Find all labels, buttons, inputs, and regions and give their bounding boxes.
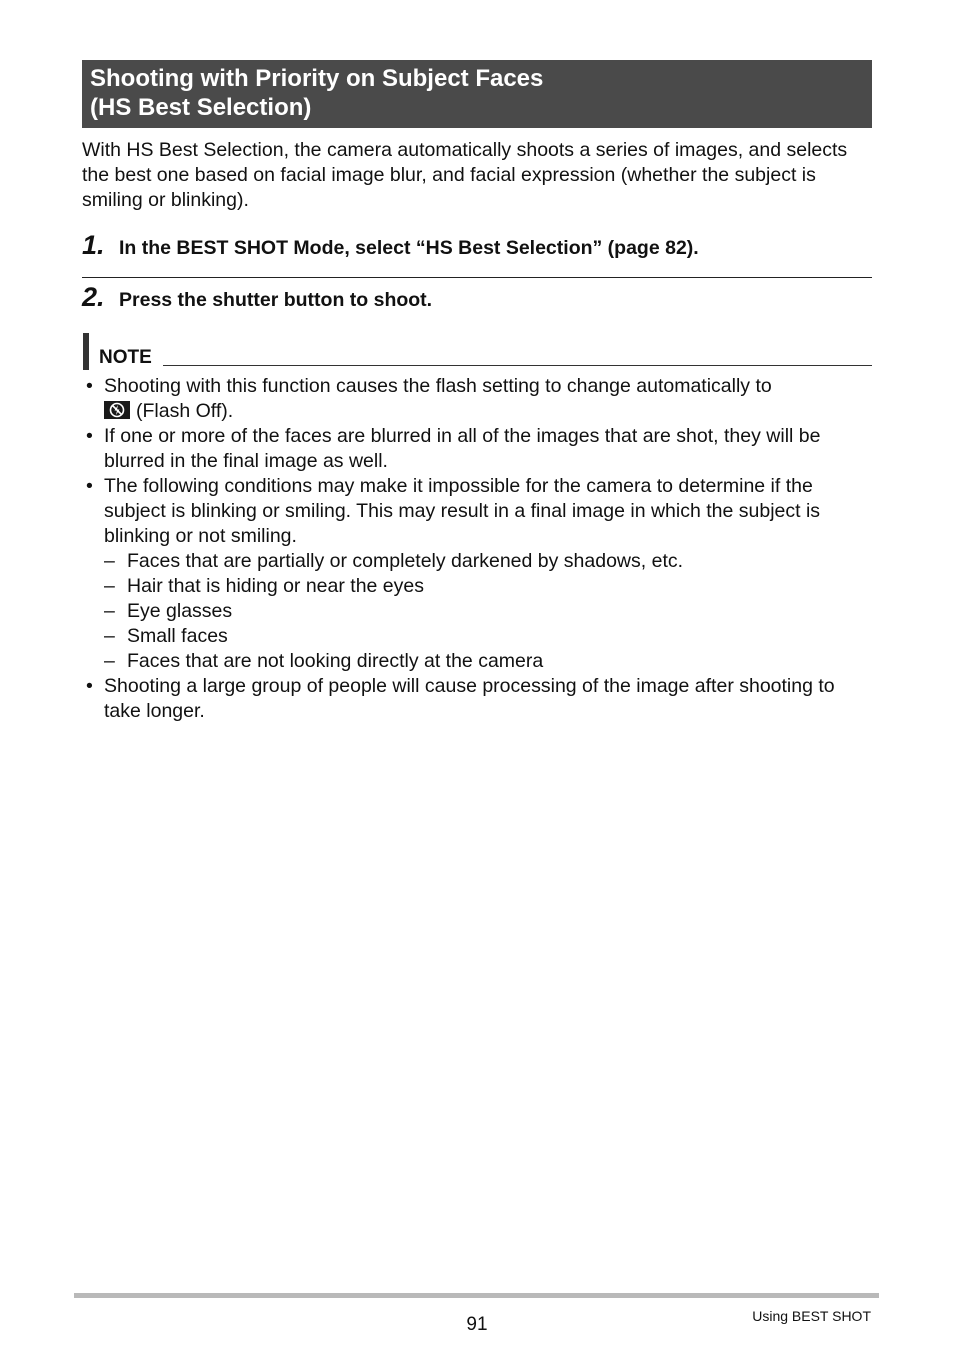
- step-1: [82, 230, 872, 261]
- step-2: [82, 282, 872, 313]
- note-item-4: [82, 674, 872, 724]
- step-divider: [82, 277, 872, 278]
- note-item-3: [82, 474, 872, 674]
- note-item-4-text: Shooting a large group of people will cause processing of the image after shooting to take longer.: [104, 675, 835, 722]
- note-marker: [83, 333, 89, 370]
- note-item-1: [82, 374, 872, 424]
- note-list: [82, 374, 872, 724]
- intro-paragraph: With HS Best Selection, the camera automatically shoots a series of images, and selects the best one based on facial image blur, and facial expression (whether the subject is smiling or blinking).: [82, 139, 848, 211]
- step-2-number: 2.: [82, 282, 105, 312]
- sub-item-text: Small faces: [127, 625, 228, 647]
- sub-item: [104, 574, 872, 599]
- step-1-text: In the BEST SHOT Mode, select “HS Best Selection” (page 82).: [119, 237, 699, 259]
- note-item-1-cont: (Flash Off).: [136, 400, 234, 422]
- dash: –: [104, 650, 115, 672]
- sub-item-text: Faces that are partially or completely darkened by shadows, etc.: [127, 550, 684, 572]
- bullet: •: [86, 425, 93, 447]
- sub-item: [104, 549, 872, 574]
- sub-item: [104, 649, 872, 674]
- flash-off-icon: [104, 401, 130, 419]
- bullet: •: [86, 375, 93, 397]
- dash: –: [104, 575, 115, 597]
- sub-item: [104, 624, 872, 649]
- note-item-2: [82, 424, 872, 474]
- note-item-2-text: If one or more of the faces are blurred in all of the images that are shot, they will be blurred in the final image as well.: [104, 425, 821, 472]
- note-label: NOTE: [99, 347, 152, 368]
- sub-item-text: Eye glasses: [127, 600, 233, 622]
- page-title-line2: (HS Best Selection): [90, 94, 312, 121]
- sub-item-text: Faces that are not looking directly at the camera: [127, 650, 544, 672]
- page-title: [90, 64, 872, 122]
- step-1-number: 1.: [82, 230, 105, 260]
- bullet: •: [86, 475, 93, 497]
- page-number: 91: [466, 1314, 488, 1335]
- sub-item-text: Hair that is hiding or near the eyes: [127, 575, 424, 597]
- note-item-3-text: The following conditions may make it impossible for the camera to determine if the subject is blinking or smiling. This may result in a final image in which the subject is blinking or not smiling.: [104, 475, 821, 547]
- step-2-text: Press the shutter button to shoot.: [119, 289, 433, 311]
- footer-rule: [74, 1293, 879, 1298]
- dash: –: [104, 600, 115, 622]
- bullet: •: [86, 675, 93, 697]
- note-item-1-text: Shooting with this function causes the flash setting to change automatically to: [104, 375, 772, 397]
- footer-section-name: Using BEST SHOT: [752, 1308, 871, 1324]
- dash: –: [104, 550, 115, 572]
- section-header: [82, 60, 872, 128]
- note-divider: [163, 365, 872, 366]
- page-title-line1: Shooting with Priority on Subject Faces: [90, 65, 544, 92]
- note-item-3-sublist: [104, 549, 872, 674]
- dash: –: [104, 625, 115, 647]
- sub-item: [104, 599, 872, 624]
